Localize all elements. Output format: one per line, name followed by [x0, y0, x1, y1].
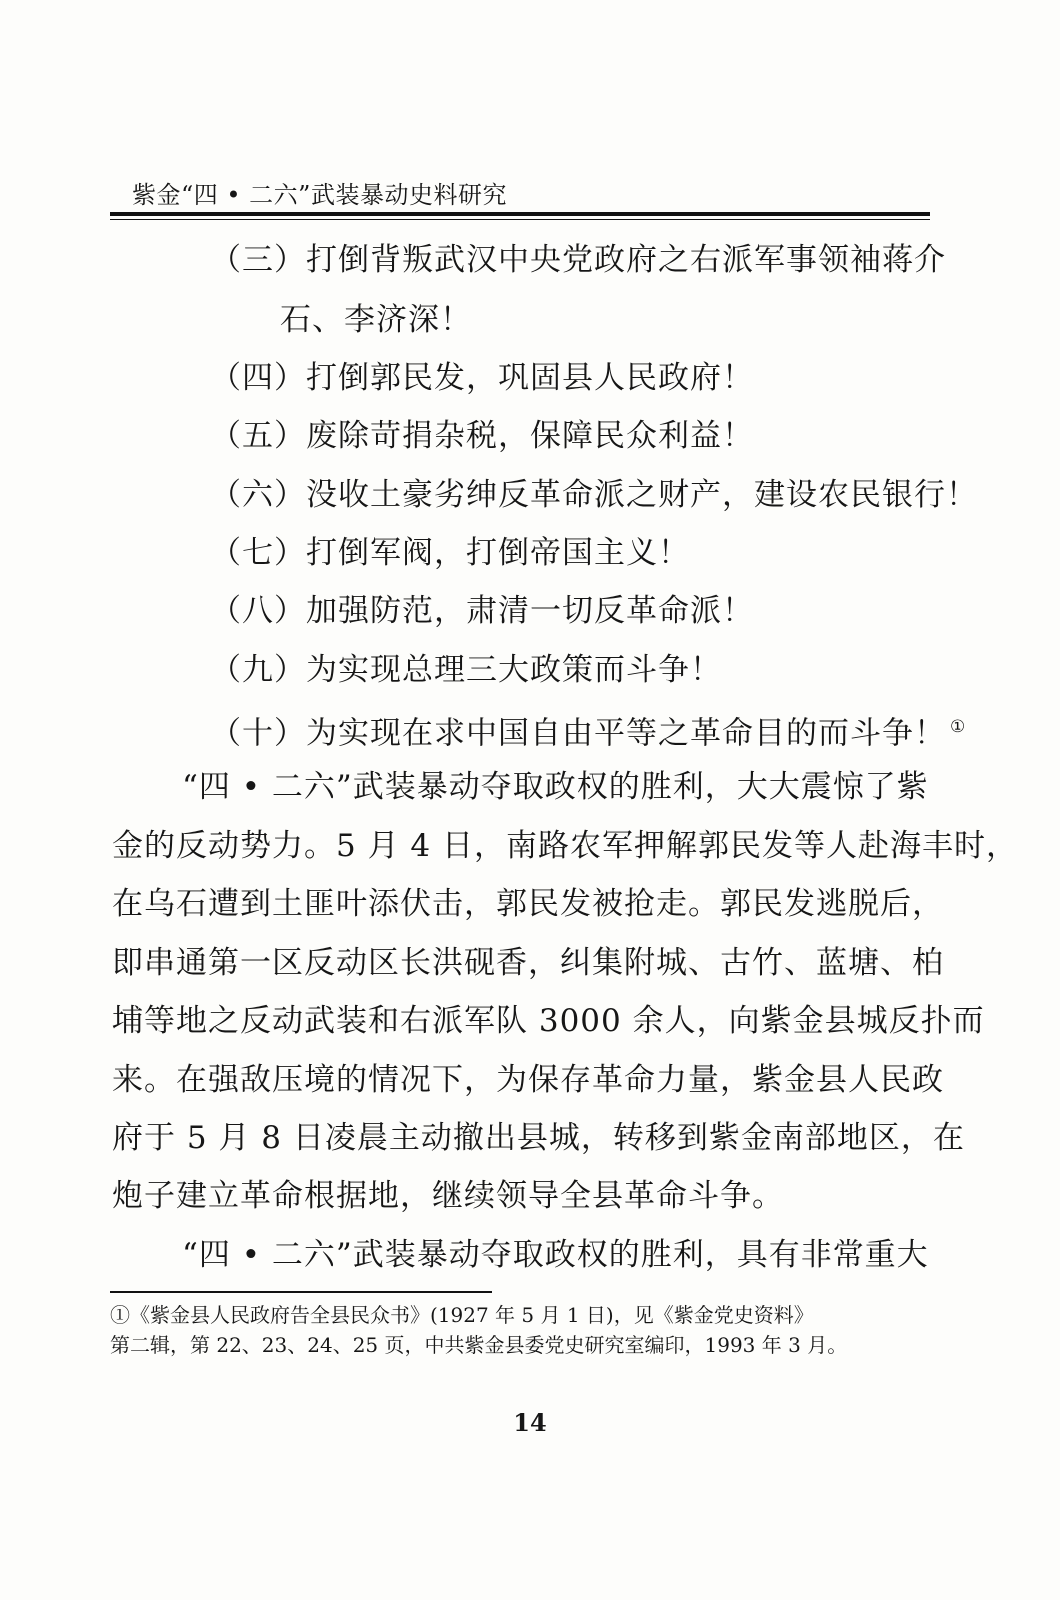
header-rule-thin	[110, 219, 930, 220]
footnote-line-1: ①《紫金县人民政府告全县民众书》(1927 年 5 月 1 日)，见《紫金党史资料》	[110, 1303, 814, 1327]
paragraph-1-line-2: 金的反动势力。5 月 4 日，南路农军押解郭民发等人赴海丰时，	[112, 828, 1019, 864]
paragraph-2-line-1: “四 • 二六”武装暴动夺取政权的胜利，具有非常重大	[182, 1237, 929, 1273]
header-rule-thick	[110, 212, 930, 216]
slogan-10-text: （十）为实现在求中国自由平等之革命目的而斗争！	[210, 715, 946, 752]
slogan-10	[210, 707, 966, 753]
slogan-4: （四）打倒郭民发，巩固县人民政府！	[210, 360, 754, 396]
paragraph-1-line-4: 即串通第一区反动区长洪砚香，纠集附城、古竹、蓝塘、柏	[112, 945, 944, 981]
slogan-8: （八）加强防范，肃清一切反革命派！	[210, 593, 754, 629]
paragraph-1-line-3: 在乌石遭到土匪叶添伏击，郭民发被抢走。郭民发逃脱后，	[112, 886, 944, 922]
footnote-reference-mark: ①	[950, 717, 967, 737]
slogan-6: （六）没收土豪劣绅反革命派之财产，建设农民银行！	[210, 477, 978, 513]
slogan-3: （三）打倒背叛武汉中央党政府之右派军事领袖蒋介	[210, 242, 946, 278]
paragraph-1-line-1: “四 • 二六”武装暴动夺取政权的胜利，大大震惊了紫	[182, 769, 929, 805]
running-header: 紫金“四 • 二六”武装暴动史料研究	[132, 181, 507, 209]
paragraph-1-line-5: 埔等地之反动武装和右派军队 3000 余人，向紫金县城反扑而	[112, 1003, 985, 1039]
paragraph-1-line-6: 来。在强敌压境的情况下，为保存革命力量，紫金县人民政	[112, 1062, 944, 1098]
footnote-line-2: 第二辑，第 22、23、24、25 页，中共紫金县委党史研究室编印，1993 年 3 月。	[110, 1333, 848, 1357]
footnote-rule	[110, 1291, 492, 1293]
page-number: 14	[513, 1408, 547, 1437]
paragraph-1-line-7: 府于 5 月 8 日凌晨主动撤出县城，转移到紫金南部地区，在	[112, 1120, 965, 1156]
slogan-5: （五）废除苛捐杂税，保障民众利益！	[210, 418, 754, 454]
slogan-3-continued: 石、李济深！	[280, 302, 472, 338]
slogan-7: （七）打倒军阀，打倒帝国主义！	[210, 535, 690, 571]
paragraph-1-line-8: 炮子建立革命根据地，继续领导全县革命斗争。	[112, 1178, 784, 1214]
slogan-9: （九）为实现总理三大政策而斗争！	[210, 652, 722, 688]
